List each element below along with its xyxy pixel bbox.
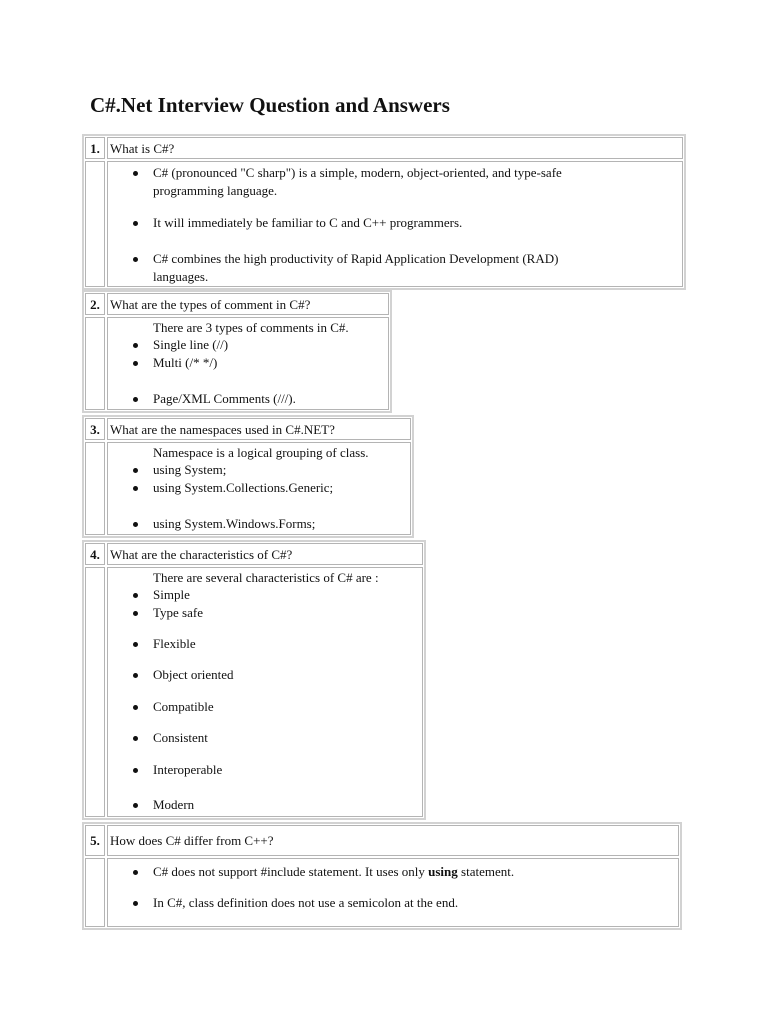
question-text: What are the types of comment in C#? bbox=[107, 293, 389, 315]
answer-text: C# does not support #include statement. It uses only bbox=[153, 864, 429, 879]
list-item: using System.Windows.Forms; bbox=[153, 516, 316, 531]
question-text: What are the namespaces used in C#.NET? bbox=[107, 418, 411, 440]
answer-line: In C#, class definition does not use a semicolon at the end. bbox=[153, 895, 459, 910]
question-number: 5. bbox=[85, 825, 105, 856]
question-number: 3. bbox=[85, 418, 105, 440]
bullet bbox=[133, 803, 138, 808]
bullet bbox=[133, 361, 138, 366]
question-number: 4. bbox=[85, 543, 105, 565]
answer-cell bbox=[107, 317, 389, 410]
page-title: C#.Net Interview Question and Answers bbox=[90, 93, 450, 117]
answer-cell bbox=[107, 442, 411, 535]
list-item: Page/XML Comments (///). bbox=[153, 391, 296, 406]
list-item: Interoperable bbox=[153, 762, 223, 777]
question-number: 1. bbox=[85, 137, 105, 159]
answer-cell bbox=[107, 161, 683, 287]
bullet bbox=[133, 397, 138, 402]
bullet bbox=[133, 642, 138, 647]
number-spacer bbox=[85, 858, 105, 927]
answer-line: C# (pronounced "C sharp") is a simple, modern, object-oriented, and type-safe bbox=[153, 165, 562, 180]
list-item: using System; bbox=[153, 462, 227, 477]
question-text: What is C#? bbox=[107, 137, 683, 159]
number-spacer bbox=[85, 442, 105, 535]
number-spacer bbox=[85, 567, 105, 817]
keyword-using: using bbox=[428, 864, 458, 879]
bullet bbox=[133, 870, 138, 875]
answer-intro: There are several characteristics of C# are : bbox=[153, 570, 379, 585]
bullet bbox=[133, 768, 138, 773]
question-text: What are the characteristics of C#? bbox=[107, 543, 423, 565]
number-spacer bbox=[85, 161, 105, 287]
answer-line: It will immediately be familiar to C and C++ programmers. bbox=[153, 215, 463, 230]
question-table-1 bbox=[82, 134, 686, 290]
list-item: Compatible bbox=[153, 699, 214, 714]
answer-line: languages. bbox=[153, 269, 209, 284]
list-item: using System.Collections.Generic; bbox=[153, 480, 334, 495]
bullet bbox=[133, 611, 138, 616]
answer-intro: Namespace is a logical grouping of class. bbox=[153, 445, 369, 460]
question-table-3 bbox=[82, 415, 414, 538]
bullet bbox=[133, 522, 138, 527]
list-item: Object oriented bbox=[153, 667, 234, 682]
list-item: Type safe bbox=[153, 605, 203, 620]
bullet bbox=[133, 343, 138, 348]
list-item: Simple bbox=[153, 587, 190, 602]
bullet bbox=[133, 736, 138, 741]
question-table-4 bbox=[82, 540, 426, 820]
answer-line: programming language. bbox=[153, 183, 278, 198]
answer-text: statement. bbox=[457, 864, 515, 879]
bullet bbox=[133, 593, 138, 598]
list-item: Modern bbox=[153, 797, 195, 812]
bullet bbox=[133, 171, 138, 176]
bullet bbox=[133, 901, 138, 906]
bullet bbox=[133, 673, 138, 678]
bullet bbox=[133, 468, 138, 473]
answer-cell bbox=[107, 567, 423, 817]
answer-intro: There are 3 types of comments in C#. bbox=[153, 320, 349, 335]
answer-line bbox=[153, 863, 514, 881]
question-table-5 bbox=[82, 822, 682, 930]
question-table-2 bbox=[82, 290, 392, 413]
list-item: Multi (/* */) bbox=[153, 355, 218, 370]
bullet bbox=[133, 221, 138, 226]
list-item: Consistent bbox=[153, 730, 208, 745]
list-item: Flexible bbox=[153, 636, 196, 651]
bullet bbox=[133, 486, 138, 491]
question-number: 2. bbox=[85, 293, 105, 315]
question-text: How does C# differ from C++? bbox=[107, 825, 679, 856]
bullet bbox=[133, 705, 138, 710]
answer-cell bbox=[107, 858, 679, 927]
answer-line: C# combines the high productivity of Rapid Application Development (RAD) bbox=[153, 251, 559, 266]
bullet bbox=[133, 257, 138, 262]
number-spacer bbox=[85, 317, 105, 410]
list-item: Single line (//) bbox=[153, 337, 229, 352]
